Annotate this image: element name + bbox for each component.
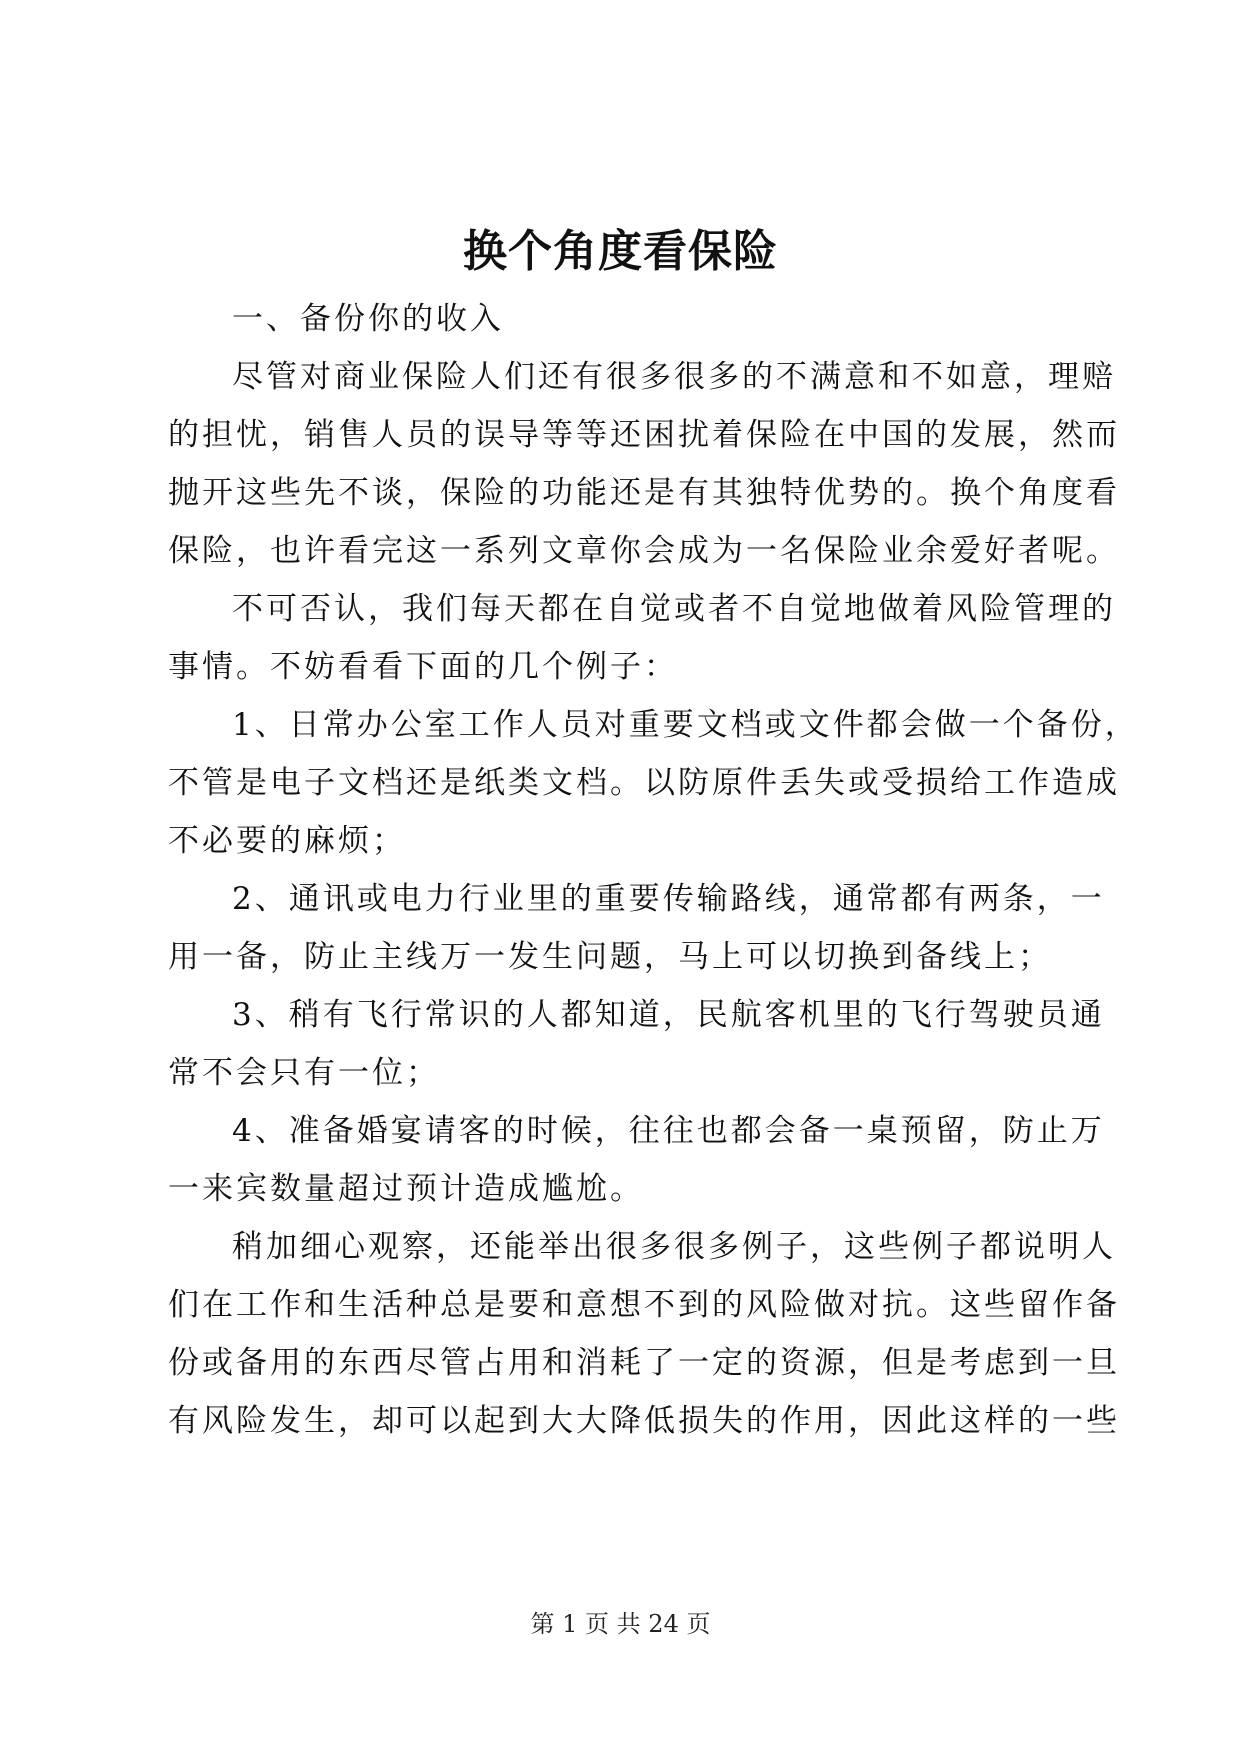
list-item-line: 一来宾数量超过预计造成尴尬。 [168, 1171, 644, 1207]
page-number-footer: 第 1 页 共 24 页 [530, 1610, 711, 1638]
paragraph-line: 的担忧，销售人员的误导等等还困扰着保险在中国的发展，然而 [168, 417, 1120, 453]
paragraph-line: 稍加细心观察，还能举出很多很多例子，这些例子都说明人 [232, 1229, 1116, 1265]
list-item-line: 常不会只有一位； [168, 1055, 440, 1091]
list-item-line: 2、通讯或电力行业里的重要传输路线，通常都有两条，一 [232, 881, 1105, 917]
paragraph-line: 份或备用的东西尽管占用和消耗了一定的资源，但是考虑到一旦 [168, 1345, 1120, 1381]
paragraph-line: 不可否认，我们每天都在自觉或者不自觉地做着风险管理的 [232, 591, 1116, 627]
paragraph-line: 们在工作和生活种总是要和意想不到的风险做对抗。这些留作备 [168, 1287, 1120, 1323]
paragraph-line: 抛开这些先不谈，保险的功能还是有其独特优势的。换个角度看 [168, 475, 1120, 511]
document-title: 换个角度看保险 [463, 226, 778, 277]
paragraph-line: 尽管对商业保险人们还有很多很多的不满意和不如意，理赔 [232, 359, 1116, 395]
paragraph-line: 保险，也许看完这一系列文章你会成为一名保险业余爱好者呢。 [168, 533, 1120, 569]
paragraph-line: 有风险发生，却可以起到大大降低损失的作用，因此这样的一些 [168, 1403, 1120, 1439]
list-item-line: 1、日常办公室工作人员对重要文档或文件都会做一个备份， [232, 707, 1139, 743]
list-item-line: 不必要的麻烦； [168, 823, 406, 859]
list-item-line: 用一备，防止主线万一发生问题，马上可以切换到备线上； [168, 939, 1052, 975]
list-item-line: 3、稍有飞行常识的人都知道，民航客机里的飞行驾驶员通 [232, 997, 1105, 1033]
list-item-line: 不管是电子文档还是纸类文档。以防原件丢失或受损给工作造成 [168, 765, 1120, 801]
paragraph-line: 事情。不妨看看下面的几个例子： [168, 649, 678, 685]
section-heading: 一、备份你的收入 [232, 301, 504, 337]
document-body [168, 290, 1139, 1450]
list-item-line: 4、准备婚宴请客的时候，往往也都会备一桌预留，防止万 [232, 1113, 1105, 1149]
